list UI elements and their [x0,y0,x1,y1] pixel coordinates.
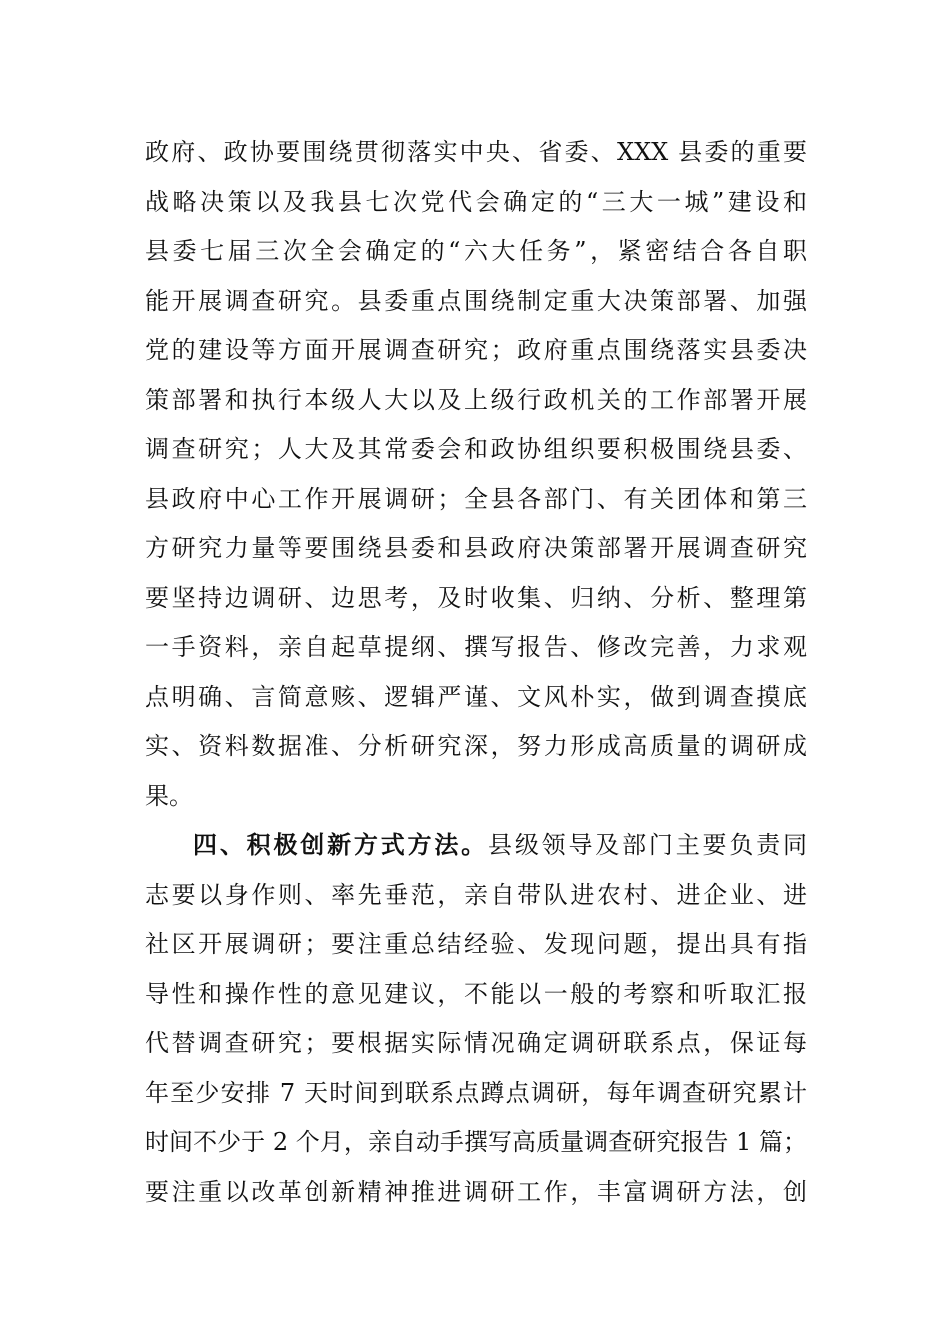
paragraph-1-line-3: 县委七届三次全会确定的“六大任务”，紧密结合各自职 [145,237,807,265]
paragraph-2-line-2: 志要以身作则、率先垂范，亲自带队进农村、进企业、进 [145,880,807,909]
paragraph-1-line-10: 要坚持边调研、边思考，及时收集、归纳、分析、整理第 [145,583,807,612]
paragraph-2-line-4: 导性和操作性的意见建议，不能以一般的考察和听取汇报 [145,979,807,1008]
paragraph-2-line-6: 年至少安排 7 天时间到联系点蹲点调研，每年调查研究累计 [145,1078,807,1107]
paragraph-1-line-9: 方研究力量等要围绕县委和县政府决策部署开展调查研究 [145,534,807,562]
paragraph-1-line-12: 点明确、言简意赅、逻辑严谨、文风朴实，做到调查摸底 [145,682,807,711]
paragraph-2-line-1-text: 县级领导及部门主要负责同 [488,831,807,859]
paragraph-1-line-8: 县政府中心工作开展调研；全县各部门、有关团体和第三 [145,484,807,513]
paragraph-1-line-1: 政府、政协要围绕贯彻落实中央、省委、XXX 县委的重要 [145,138,807,166]
paragraph-1-line-13: 实、资料数据准、分析研究深，努力形成高质量的调研成 [145,732,807,760]
paragraph-1-line-4: 能开展调查研究。县委重点围绕制定重大决策部署、加强 [145,286,807,315]
document-body [145,128,807,1217]
paragraph-1-line-11: 一手资料，亲自起草提纲、撰写报告、修改完善，力求观 [145,633,807,661]
paragraph-2-line-8: 要注重以改革创新精神推进调研工作，丰富调研方法，创 [145,1177,807,1206]
paragraph-1-line-5: 党的建设等方面开展调查研究；政府重点围绕落实县委决 [145,336,807,364]
paragraph-1-line-6: 策部署和执行本级人大以及上级行政机关的工作部署开展 [145,385,807,414]
paragraph-2-line-5: 代替调查研究；要根据实际情况确定调研联系点，保证每 [145,1029,807,1057]
paragraph-1-line-2: 战略决策以及我县七次党代会确定的“三大一城”建设和 [145,187,807,216]
paragraph-1-line-7: 调查研究；人大及其常委会和政协组织要积极围绕县委、 [145,435,807,463]
paragraph-2-line-3: 社区开展调研；要注重总结经验、发现问题，提出具有指 [145,930,807,958]
paragraph-2-line-7: 时间不少于 2 个月，亲自动手撰写高质量调查研究报告 1 篇； [145,1128,807,1156]
paragraph-1-line-14: 果。 [145,781,193,810]
section-heading: 四、积极创新方式方法。 [193,831,488,859]
paragraph-2-line-1 [145,821,807,871]
